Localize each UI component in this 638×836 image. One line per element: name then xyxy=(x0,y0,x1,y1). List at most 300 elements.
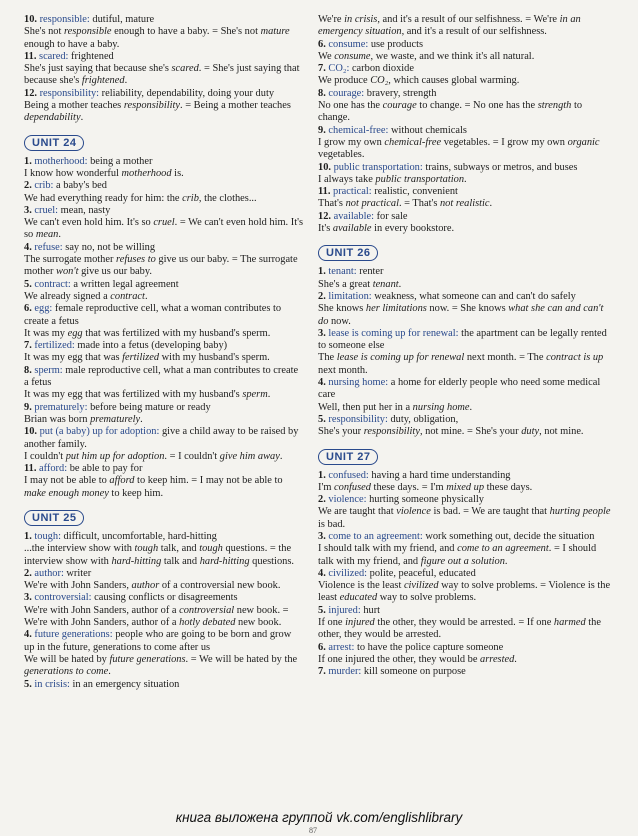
example-sentence xyxy=(24,654,304,679)
sentence-text: the other, they would be arrested. xyxy=(318,617,601,641)
vocab-entry xyxy=(24,279,304,291)
entry-term: afford: xyxy=(36,463,68,475)
entry-definition: dutiful, mature xyxy=(89,14,155,25)
entry-term: practical: xyxy=(330,186,372,198)
sentence-text: We're with John Sanders, xyxy=(24,580,132,592)
emphasized-text: responsibility xyxy=(363,426,420,438)
entry-term: crib: xyxy=(31,180,54,192)
entry-definition: hurting someone physically xyxy=(366,494,484,506)
sentence-text: That's xyxy=(318,198,346,210)
sentence-text: new book. = We're with John Sanders, author of a xyxy=(24,604,289,629)
sentence-text: is. xyxy=(171,167,184,179)
vocab-entry xyxy=(24,340,304,352)
sentence-text: vegetables. = I grow my own xyxy=(441,136,568,148)
sentence-text: We already signed a xyxy=(24,290,111,302)
example-sentence xyxy=(24,543,304,568)
example-sentence xyxy=(318,654,614,666)
sentence-text: I should talk with my friend, and xyxy=(318,543,458,555)
example-sentence xyxy=(318,75,614,87)
entry-number: 3. xyxy=(24,592,32,604)
emphasized-text: strength xyxy=(537,100,572,112)
entry-term: responsibility: xyxy=(37,87,100,99)
entry-definition: a home for elderly people who need some medical care xyxy=(318,377,601,401)
emphasized-text: give him away xyxy=(219,450,280,462)
entry-term: limitation: xyxy=(325,290,372,302)
entry-number: 1. xyxy=(24,530,32,542)
emphasized-text: lease is coming up for renewal xyxy=(336,352,465,364)
page-number: 87 xyxy=(309,826,317,835)
unit-badge: UNIT 25 xyxy=(24,510,84,526)
entry-term: come to an agreement: xyxy=(325,530,423,542)
sentence-text: . = I should talk with my friend, and xyxy=(318,543,597,567)
sentence-text: way to solve problems. xyxy=(377,592,477,604)
entry-term: injured: xyxy=(325,604,361,616)
sentence-text: I may not be able to xyxy=(24,475,110,487)
sentence-text: It was my egg that was xyxy=(24,352,123,364)
entry-number: 4. xyxy=(24,629,32,641)
example-sentence xyxy=(318,580,614,605)
entry-term: arrest: xyxy=(325,641,355,653)
entry-definition: to have the police capture someone xyxy=(354,641,504,653)
entry-definition: carbon dioxide xyxy=(349,63,414,75)
sentence-text: , not mine. = She's your xyxy=(419,426,522,438)
emphasized-text: put him up for adoption xyxy=(65,450,165,462)
entry-definition: mean, nasty xyxy=(58,204,111,216)
entry-term: prematurely: xyxy=(31,401,88,413)
entry-number: 1. xyxy=(318,266,326,278)
entry-definition: for sale xyxy=(373,210,408,222)
sentence-text: . xyxy=(58,229,61,241)
emphasized-text: afford xyxy=(109,475,135,487)
entry-term: lease is coming up for renewal: xyxy=(325,327,459,339)
entry-number: 1. xyxy=(24,155,32,167)
emphasized-text: nursing home xyxy=(412,401,470,413)
example-sentence xyxy=(318,303,614,328)
sentence-text: If one injured the other, they would be xyxy=(318,653,481,665)
emphasized-text: hotly debated xyxy=(179,617,236,629)
example-sentence xyxy=(24,451,304,463)
sentence-text: the other, they would be arrested. = If one xyxy=(374,617,554,629)
entry-number: 7. xyxy=(318,63,326,75)
entry-definition: renter xyxy=(356,266,384,278)
sentence-text: , and it's a result of our selfishness. xyxy=(401,26,547,38)
example-sentence xyxy=(24,26,304,51)
sentence-text: I grow my own xyxy=(318,136,385,148)
vocab-entry xyxy=(318,568,614,580)
vocab-entry xyxy=(24,51,304,63)
footer-watermark: книга выложена группой vk.com/englishlibrary xyxy=(175,810,463,825)
vocab-entry xyxy=(318,266,614,278)
sentence-text: that was fertilized with my husband's sperm. xyxy=(82,327,271,339)
emphasized-text: hard-hitting xyxy=(199,555,250,567)
vocab-entry xyxy=(318,328,614,353)
example-sentence xyxy=(318,100,614,125)
sentence-text: . xyxy=(398,278,402,290)
emphasized-text: sperm xyxy=(242,389,268,401)
sentence-text: questions. xyxy=(249,555,294,567)
sentence-text: Brian was born xyxy=(24,413,91,425)
entry-definition: being a mother xyxy=(87,155,153,167)
sentence-text: to keep him. xyxy=(108,487,164,499)
example-sentence xyxy=(318,506,614,531)
example-sentence xyxy=(24,605,304,630)
sentence-text: with my husband's sperm. xyxy=(159,352,270,364)
entry-definition: made into a fetus (developing baby) xyxy=(74,340,228,352)
emphasized-text: tough xyxy=(134,543,159,555)
unit-heading xyxy=(24,125,304,156)
entry-term: in crisis: xyxy=(31,678,70,690)
emphasized-text: contract xyxy=(110,290,145,302)
vocab-entry xyxy=(24,426,304,451)
entry-definition: frightened xyxy=(68,50,114,62)
entry-number: 12. xyxy=(24,87,37,99)
vocab-entry xyxy=(318,291,614,303)
vocab-entry xyxy=(24,303,304,328)
sentence-text: No one has the xyxy=(318,100,383,112)
entry-definition: female reproductive cell, what a woman contributes to create a fetus xyxy=(24,303,282,327)
entry-number: 9. xyxy=(24,401,32,413)
emphasized-text: motherhood xyxy=(121,167,172,179)
emphasized-text: mean xyxy=(35,229,59,241)
example-sentence xyxy=(24,63,304,88)
entry-term: CO₂: xyxy=(325,63,350,75)
sentence-text: these days. = I'm xyxy=(370,481,447,493)
emphasized-text: consume xyxy=(334,50,371,62)
sentence-text: I couldn't xyxy=(24,450,66,462)
entry-definition: duty, obligation, xyxy=(387,413,459,425)
sentence-text: . xyxy=(140,413,143,425)
sentence-text: The surrogate mother xyxy=(24,254,117,266)
entry-definition: difficult, uncomfortable, hard-hitting xyxy=(60,530,217,542)
sentence-text: is bad. = We are taught that xyxy=(430,506,550,518)
entry-number: 11. xyxy=(24,463,37,475)
entry-number: 11. xyxy=(24,50,37,62)
entry-term: consume: xyxy=(325,38,369,50)
example-sentence xyxy=(24,100,304,125)
emphasized-text: responsibility xyxy=(123,100,181,112)
entry-number: 4. xyxy=(318,567,326,579)
emphasized-text: contract is up xyxy=(546,352,604,364)
emphasized-text: confused xyxy=(334,481,371,493)
emphasized-text: scared xyxy=(171,63,199,75)
entry-definition: weakness, what someone can and can't do safely xyxy=(371,290,576,302)
unit-heading xyxy=(24,500,304,531)
vocab-entry xyxy=(318,414,614,426)
vocab-entry xyxy=(318,88,614,100)
sentence-text: now. xyxy=(328,315,351,327)
emphasized-text: mixed up xyxy=(446,481,485,493)
entry-number: 2. xyxy=(318,494,326,506)
example-sentence xyxy=(318,51,614,63)
vocab-entry xyxy=(24,242,304,254)
sentence-text: . xyxy=(267,389,271,401)
sentence-text: She's not xyxy=(24,26,64,38)
entry-term: nursing home: xyxy=(325,377,389,389)
entry-definition: a written legal agreement xyxy=(70,278,179,290)
sentence-text: I always take xyxy=(318,173,376,185)
entry-number: 1. xyxy=(318,469,326,481)
emphasized-text: injured xyxy=(345,617,375,629)
emphasized-text: cruel xyxy=(153,217,175,229)
sentence-text: . = We will be hated by the xyxy=(185,653,298,665)
entry-number: 12. xyxy=(318,210,331,222)
entry-definition: say no, not be willing xyxy=(62,241,156,253)
sentence-text: vegetables. xyxy=(318,149,365,161)
vocab-entry xyxy=(24,205,304,217)
sentence-text: . = That's xyxy=(398,198,440,210)
example-sentence xyxy=(24,580,304,592)
sentence-text: , which causes global warming. xyxy=(388,75,520,87)
entry-definition: causing conflicts or disagreements xyxy=(91,592,238,604)
sentence-text: of a controversial new book. xyxy=(159,580,281,592)
sentence-text: We xyxy=(318,50,335,62)
unit-heading xyxy=(318,439,614,470)
emphasized-text: frightened xyxy=(81,75,125,87)
sentence-text: . = Being a mother teaches xyxy=(180,100,291,112)
entry-definition: a baby's bed xyxy=(53,180,107,192)
sentence-text: . = We can't even hold him. It's so xyxy=(24,217,304,241)
vocab-entry xyxy=(318,666,614,678)
example-sentence xyxy=(24,475,304,500)
emphasized-text: her limitations xyxy=(365,303,427,315)
entry-number: 5. xyxy=(24,678,32,690)
vocab-entry xyxy=(24,88,304,100)
example-sentence xyxy=(318,223,614,235)
entry-definition: in an emergency situation xyxy=(69,678,180,690)
emphasized-text: come to an agreement xyxy=(457,543,549,555)
example-sentence xyxy=(318,198,614,210)
entry-term: murder: xyxy=(325,666,362,678)
vocab-entry xyxy=(24,592,304,604)
emphasized-text: what she can and can't do xyxy=(318,303,604,327)
emphasized-text: generations to come xyxy=(24,666,109,678)
sentence-text: She's just saying that because she's xyxy=(24,63,172,75)
entry-number: 3. xyxy=(318,530,326,542)
emphasized-text: courage xyxy=(382,100,417,112)
sentence-text: I'm xyxy=(318,481,335,493)
sentence-text: enough to have a baby. = She's not xyxy=(111,26,261,38)
example-sentence xyxy=(318,402,614,414)
sentence-text: . xyxy=(464,173,467,185)
sentence-text: enough to have a baby. xyxy=(24,38,120,50)
entry-definition: polite, peaceful, educated xyxy=(367,567,476,579)
unit-badge: UNIT 27 xyxy=(318,449,378,465)
sentence-text: If one xyxy=(318,617,346,629)
entry-number: 6. xyxy=(24,303,32,315)
entry-number: 11. xyxy=(318,186,331,198)
entry-definition: give a child away to be raised by another family. xyxy=(24,426,299,450)
sentence-text: . xyxy=(469,401,473,413)
sentence-text: . xyxy=(279,450,283,462)
entry-number: 10. xyxy=(318,161,331,173)
entry-number: 5. xyxy=(318,413,326,425)
vocab-entry xyxy=(24,531,304,543)
emphasized-text: educated xyxy=(339,592,378,604)
entry-number: 8. xyxy=(24,364,32,376)
sentence-text: . xyxy=(80,112,84,124)
example-sentence xyxy=(24,217,304,242)
sentence-text: talk, and xyxy=(158,543,200,555)
entry-term: scared: xyxy=(36,50,69,62)
vocab-entry xyxy=(318,470,614,482)
sentence-text: is bad. xyxy=(318,518,346,530)
example-sentence xyxy=(24,328,304,340)
sentence-text: ...the interview show with xyxy=(24,543,135,555)
emphasized-text: tenant xyxy=(372,278,399,290)
entry-number: 10. xyxy=(24,14,37,25)
sentence-text: . xyxy=(108,666,111,678)
entry-term: author: xyxy=(31,567,64,579)
example-sentence xyxy=(318,137,614,162)
sentence-text: . = I couldn't xyxy=(164,450,220,462)
sentence-text: give us our baby. = The surrogate mother xyxy=(24,254,298,278)
example-sentence xyxy=(318,14,614,39)
entry-number: 3. xyxy=(318,327,326,339)
entry-number: 2. xyxy=(24,567,32,579)
vocab-entry xyxy=(24,156,304,168)
entry-number: 8. xyxy=(318,87,326,99)
sentence-text: next month. = The xyxy=(464,352,547,364)
emphasized-text: in an emergency situation xyxy=(318,14,581,38)
entry-number: 7. xyxy=(24,340,32,352)
emphasized-text: public transportation xyxy=(375,173,465,185)
entry-number: 2. xyxy=(318,290,326,302)
entry-term: egg: xyxy=(31,303,53,315)
sentence-text: It's xyxy=(318,223,333,235)
sentence-text: It was my xyxy=(24,327,68,339)
left-column xyxy=(24,14,304,691)
right-column xyxy=(318,14,614,679)
entry-number: 4. xyxy=(24,241,32,253)
sentence-text: It was my egg that was fertilized with my husband's xyxy=(24,389,243,401)
sentence-text: Well, then put her in a xyxy=(318,401,413,413)
vocab-entry xyxy=(24,402,304,414)
vocab-entry xyxy=(24,463,304,475)
entry-term: responsible: xyxy=(37,14,90,25)
entry-definition: be able to pay for xyxy=(67,463,143,475)
entry-term: tenant: xyxy=(325,266,357,278)
sentence-text: Being a mother teaches xyxy=(24,100,124,112)
sentence-text: . xyxy=(144,290,148,302)
sentence-text: Violence is the least xyxy=(318,580,404,592)
entry-definition: trains, subways or metros, and buses xyxy=(422,161,578,173)
entry-definition: hurt xyxy=(360,604,381,616)
sentence-text: now. = She knows xyxy=(426,303,509,315)
example-sentence xyxy=(318,543,614,568)
vocab-entry xyxy=(318,531,614,543)
entry-term: chemical-free: xyxy=(325,124,389,136)
entry-number: 4. xyxy=(318,377,326,389)
vocab-entry xyxy=(318,63,614,75)
entry-number: 2. xyxy=(24,180,32,192)
emphasized-text: CO₂ xyxy=(370,75,389,87)
emphasized-text: tough xyxy=(199,543,223,555)
entry-number: 3. xyxy=(24,204,32,216)
sentence-text: to keep him. = I may not be able to xyxy=(134,475,283,487)
emphasized-text: duty xyxy=(521,426,540,438)
example-sentence xyxy=(318,279,614,291)
emphasized-text: harmed xyxy=(553,617,586,629)
vocab-entry xyxy=(318,377,614,402)
emphasized-text: hard-hitting xyxy=(111,555,162,567)
emphasized-text: chemical-free xyxy=(384,136,442,148)
entry-number: 10. xyxy=(24,426,37,438)
sentence-text: , the clothes... xyxy=(198,192,257,204)
emphasized-text: responsible xyxy=(63,26,112,38)
vocab-entry xyxy=(318,605,614,617)
entry-definition: people who are going to be born and grow up in the future, generations to come after us xyxy=(24,629,292,653)
entry-number: 5. xyxy=(318,604,326,616)
example-sentence xyxy=(318,617,614,642)
emphasized-text: mature xyxy=(260,26,290,38)
sentence-text: way to solve problems. = Violence is the least xyxy=(318,580,611,604)
sentence-text: . xyxy=(504,555,508,567)
example-sentence xyxy=(318,352,614,377)
sentence-text: We can't even hold him. It's so xyxy=(24,217,154,229)
emphasized-text: crib xyxy=(182,192,199,204)
sentence-text: to change. = No one has the xyxy=(416,100,538,112)
emphasized-text: figure out a solution xyxy=(420,555,505,567)
sentence-text: next month. xyxy=(318,364,368,376)
sentence-text: She knows xyxy=(318,303,366,315)
vocab-entry xyxy=(24,365,304,390)
emphasized-text: prematurely xyxy=(90,413,141,425)
entry-definition: realistic, convenient xyxy=(371,186,458,198)
emphasized-text: author xyxy=(131,580,160,592)
unit-badge: UNIT 26 xyxy=(318,245,378,261)
entry-number: 6. xyxy=(318,38,326,50)
sentence-text: , not mine. xyxy=(539,426,584,438)
entry-definition: bravery, strength xyxy=(364,87,437,99)
entry-term: confused: xyxy=(325,469,369,481)
vocab-entry xyxy=(318,211,614,223)
example-sentence xyxy=(318,174,614,186)
emphasized-text: dependability xyxy=(24,112,81,124)
example-sentence xyxy=(24,168,304,180)
vocab-entry xyxy=(24,14,304,26)
emphasized-text: not practical xyxy=(345,198,399,210)
emphasized-text: egg xyxy=(67,327,83,339)
example-sentence xyxy=(24,389,304,401)
vocab-entry xyxy=(24,679,304,691)
sentence-text: She's your xyxy=(318,426,364,438)
entry-term: courage: xyxy=(325,87,365,99)
emphasized-text: refuses to xyxy=(116,254,156,266)
emphasized-text: organic xyxy=(567,136,600,148)
entry-term: sperm: xyxy=(31,364,63,376)
sentence-text: talk and xyxy=(161,555,200,567)
vocab-entry xyxy=(318,125,614,137)
sentence-text: . xyxy=(124,75,128,87)
sentence-text: , and it's a result of our selfishness. = We're xyxy=(377,14,560,25)
unit-heading xyxy=(318,235,614,266)
sentence-text: We're xyxy=(318,14,345,25)
entry-term: tough: xyxy=(31,530,61,542)
entry-term: put (a baby) up for adoption: xyxy=(37,426,160,438)
vocab-entry xyxy=(318,186,614,198)
entry-term: responsibility: xyxy=(325,413,388,425)
entry-term: refuse: xyxy=(31,241,63,253)
emphasized-text: violence xyxy=(396,506,431,518)
vocab-entry xyxy=(318,162,614,174)
sentence-text: new book. xyxy=(235,617,282,629)
sentence-text: to change. xyxy=(318,100,583,124)
unit-badge: UNIT 24 xyxy=(24,135,84,151)
emphasized-text: not realistic xyxy=(439,198,490,210)
example-sentence xyxy=(24,291,304,303)
vocab-entry xyxy=(318,39,614,51)
entry-term: controversial: xyxy=(31,592,92,604)
